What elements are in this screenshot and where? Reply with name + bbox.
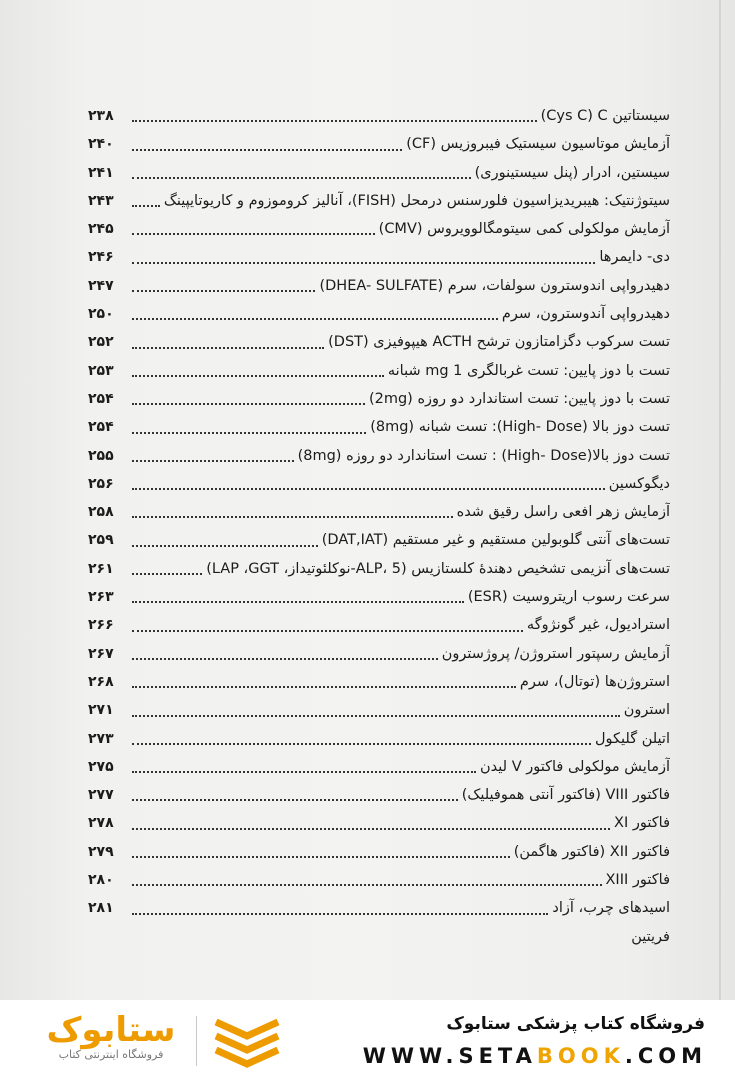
toc-leader-dots — [132, 600, 464, 603]
toc-entry-page: ۲۶۶ — [88, 617, 114, 634]
url-highlight: BOOK — [536, 1044, 625, 1068]
toc-leader-dots — [132, 827, 610, 830]
toc-entry-page: ۲۵۲ — [88, 334, 114, 351]
toc-entry-title: اسیدهای چرب، آزاد — [552, 900, 670, 917]
toc-entry — [88, 328, 670, 356]
toc-leader-dots — [132, 742, 591, 745]
toc-entry-page: ۲۷۷ — [88, 787, 114, 804]
toc-entry-title: استرادیول، غیر گونژوگه — [526, 617, 670, 634]
chevron-logo-icon — [210, 1014, 284, 1070]
toc-entry-title: اتیلن گلیکول — [595, 730, 670, 747]
toc-entry-page: ۲۳۸ — [88, 108, 114, 124]
toc-leader-dots — [132, 176, 471, 179]
toc-entry-page: ۲۷۸ — [88, 815, 114, 832]
toc-leader-dots — [132, 402, 365, 405]
toc-entry-title: سیستاتین Cys C) C) — [540, 108, 670, 124]
toc-entry — [88, 583, 670, 611]
toc-entry — [88, 894, 670, 922]
toc-entry-page: ۲۴۵ — [88, 221, 114, 238]
toc-entry-title: استروژن‌ها (توتال)، سرم — [519, 673, 670, 690]
toc-entry — [88, 725, 670, 753]
store-name: فروشگاه کتاب پزشکی ستابوک — [446, 1014, 705, 1034]
url-prefix: WWW.SETA — [362, 1044, 537, 1068]
logo-wordmark: ستابوک — [46, 1010, 176, 1050]
table-of-contents — [88, 102, 670, 951]
toc-entry — [88, 413, 670, 441]
toc-entry-title: استرون — [623, 702, 670, 719]
toc-entry-page: ۲۵۶ — [88, 475, 114, 492]
toc-entry — [88, 187, 670, 215]
toc-entry-page: ۲۴۰ — [88, 136, 114, 153]
toc-entry-page: ۲۵۴ — [88, 390, 114, 407]
toc-entry-page: ۲۸۱ — [88, 900, 114, 917]
toc-entry-page: ۲۴۱ — [88, 164, 114, 181]
toc-leader-dots — [132, 942, 627, 943]
toc-leader-dots — [132, 912, 548, 915]
toc-entry — [88, 696, 670, 724]
toc-leader-dots — [132, 855, 510, 858]
toc-entry-title: فاکتور VIII (فاکتور آنتی هموفیلیک) — [461, 787, 670, 804]
toc-entry — [88, 668, 670, 696]
toc-entry — [88, 640, 670, 668]
toc-entry — [88, 357, 670, 385]
toc-leader-dots — [132, 883, 602, 886]
toc-entry-page: ۲۵۰ — [88, 306, 114, 323]
toc-entry — [88, 866, 670, 894]
toc-leader-dots — [132, 629, 523, 632]
toc-entry-page: ۲۵۹ — [88, 532, 114, 549]
toc-entry — [88, 243, 670, 271]
toc-entry-title: تست‌های آنزیمی تشخیص دهندهٔ کلستازیس (ALP، 5-نوکلئوتیداز، LAP ،GGT) — [206, 560, 670, 577]
toc-entry — [88, 385, 670, 413]
store-banner — [0, 1000, 735, 1080]
toc-entry-page: ۲۴۳ — [88, 192, 114, 209]
toc-entry-page: ۲۷۳ — [88, 730, 114, 747]
toc-leader-dots — [132, 261, 595, 264]
toc-leader-dots — [132, 148, 402, 151]
toc-leader-dots — [132, 770, 476, 773]
toc-entry-page: ۲۵۴ — [88, 419, 114, 436]
store-url[interactable] — [363, 1044, 707, 1068]
toc-entry-title: تست سرکوب دگزامتازون ترشح ACTH هیپوفیزی (DST) — [328, 334, 670, 351]
toc-entry-page: ۲۶۳ — [88, 589, 114, 606]
toc-leader-dots — [132, 431, 366, 434]
toc-entry — [88, 300, 670, 328]
toc-entry — [88, 753, 670, 781]
toc-leader-dots — [132, 459, 294, 462]
toc-entry-title: تست دوز بالا(High- Dose) : تست استاندارد دو روزه (8mg) — [297, 447, 670, 464]
toc-entry-page: ۲۷۵ — [88, 758, 114, 775]
toc-entry-title: آزمایش رسپتور استروژن/ پروژسترون — [441, 645, 670, 662]
toc-entry-title: فاکتور XII (فاکتور هاگمن) — [513, 843, 670, 860]
toc-entry — [88, 159, 670, 187]
toc-entry-title: تست‌های آنتی گلوبولین مستقیم و غیر مستقیم (DAT,IAT) — [321, 532, 670, 549]
toc-entry-title: آزمایش زهر افعی راسل رقیق شده — [456, 504, 670, 521]
toc-entry-page: ۲۶۱ — [88, 560, 114, 577]
toc-leader-dots — [132, 119, 537, 122]
toc-entry-title: دیگوکسین — [608, 475, 670, 492]
toc-entry — [88, 130, 670, 158]
toc-entry-page: ۲۵۳ — [88, 362, 114, 379]
toc-entry-page: ۲۵۸ — [88, 504, 114, 521]
toc-entry — [88, 102, 670, 130]
toc-entry-title: تست دوز بالا (High- Dose): تست شبانه (8mg) — [370, 419, 670, 436]
toc-entry — [88, 215, 670, 243]
toc-entry-title: آزمایش مولکولی کمی سیتومگالوویروس (CMV) — [378, 221, 670, 238]
toc-entry-page: ۲۷۹ — [88, 843, 114, 860]
toc-entry-page: ۲۵۵ — [88, 447, 114, 464]
toc-entry-page: ۲۴۷ — [88, 277, 114, 294]
toc-entry — [88, 470, 670, 498]
toc-entry — [88, 781, 670, 809]
toc-leader-dots — [132, 515, 453, 518]
toc-entry-title: آزمایش موتاسیون سیستیک فیبروزیس (CF) — [406, 136, 670, 153]
toc-entry — [88, 272, 670, 300]
toc-entry-page: ۲۴۶ — [88, 249, 114, 266]
toc-entry — [88, 526, 670, 554]
toc-entry — [88, 838, 670, 866]
logo-divider — [196, 1016, 197, 1066]
toc-leader-dots — [132, 374, 384, 377]
toc-entry-title: سرعت رسوب اریتروسیت (ESR) — [467, 589, 670, 606]
toc-leader-dots — [132, 232, 375, 235]
toc-entry-title: تست با دوز پایین: تست غربالگری 1 mg شبانه — [387, 362, 670, 379]
toc-leader-dots — [132, 317, 498, 320]
toc-entry — [88, 923, 670, 951]
page-edge — [719, 0, 721, 1000]
logo-subtitle: فروشگاه اینترنتی کتاب — [58, 1048, 164, 1061]
toc-leader-dots — [132, 657, 438, 660]
toc-entry-title: دهیدرواپی آندوسترون، سرم — [501, 306, 670, 323]
toc-entry-page: ۲۸۰ — [88, 872, 114, 889]
url-suffix: .COM — [624, 1044, 707, 1068]
toc-entry-title: سیتوژنتیک: هیبریدیزاسیون فلورسنس درمحل (FISH)، آنالیز کروموزوم و کاریوتایپینگ — [163, 192, 670, 209]
toc-entry — [88, 809, 670, 837]
toc-leader-dots — [132, 685, 516, 688]
toc-leader-dots — [132, 204, 160, 207]
toc-entry-page: ۲۶۷ — [88, 645, 114, 662]
toc-leader-dots — [132, 289, 315, 292]
toc-entry-page: ۲۶۸ — [88, 673, 114, 690]
toc-entry — [88, 555, 670, 583]
toc-leader-dots — [132, 798, 458, 801]
toc-entry — [88, 498, 670, 526]
toc-entry-title: فاکتور XI — [614, 815, 670, 832]
toc-entry-title: دی- دایمرها — [599, 249, 670, 266]
toc-entry-title: دهیدرواپی اندوسترون سولفات، سرم (DHEA- SULFATE) — [319, 277, 670, 294]
toc-leader-dots — [132, 572, 202, 575]
toc-leader-dots — [132, 544, 318, 547]
toc-leader-dots — [132, 714, 620, 717]
toc-leader-dots — [132, 487, 605, 490]
toc-entry-title: تست با دوز پایین: تست استاندارد دو روزه (2mg) — [368, 390, 670, 407]
toc-entry — [88, 442, 670, 470]
toc-leader-dots — [132, 346, 324, 349]
toc-entry-title: آزمایش مولکولی فاکتور V لیدن — [480, 758, 670, 775]
toc-entry-title: سیستین، ادرار (پنل سیستینوری) — [474, 164, 670, 181]
toc-entry-page: ۲۷۱ — [88, 702, 114, 719]
toc-entry-title: فریتین — [631, 928, 670, 945]
toc-entry — [88, 611, 670, 639]
store-logo — [36, 1010, 186, 1061]
toc-entry-title: فاکتور XIII — [605, 872, 670, 889]
